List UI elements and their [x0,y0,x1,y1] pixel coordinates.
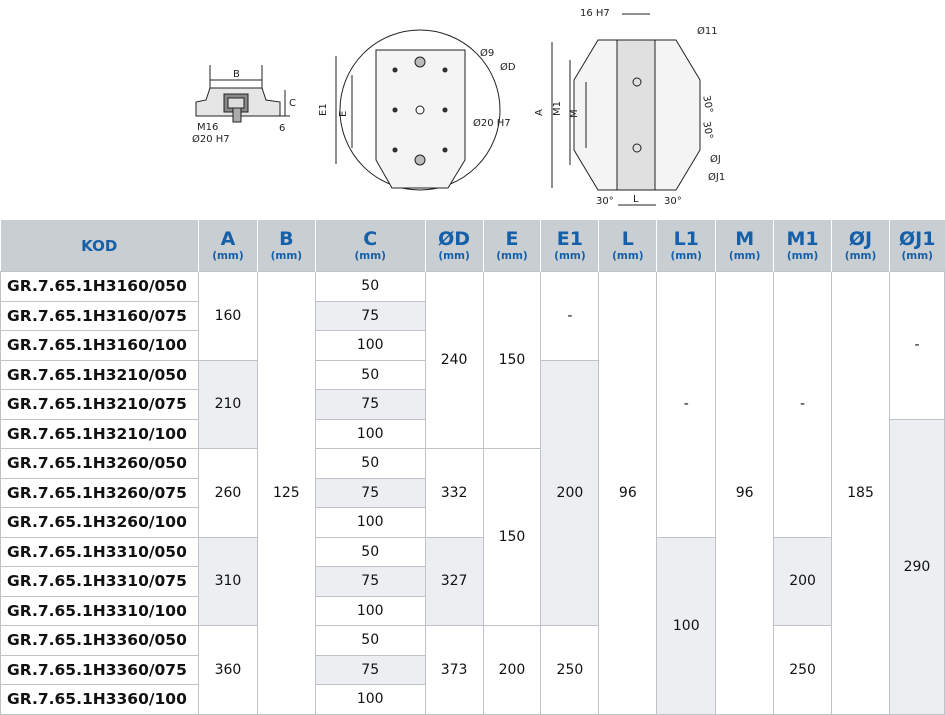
side-m16-label: M16 [197,122,219,133]
right-m1-label: M1 [552,101,563,116]
side-c-label: C [289,98,296,109]
c-cell: 75 [315,390,425,420]
a-cell: 310 [198,537,257,626]
header-m: M (mm) [716,220,774,272]
header-l: L (mm) [599,220,657,272]
header-od: ØD (mm) [425,220,483,272]
d-cell: 332 [425,449,483,538]
code-cell: GR.7.65.1H3360/100 [1,685,199,715]
e-cell: 150 [483,272,541,449]
right-h7-label: 16 H7 [580,8,610,19]
d-cell: 373 [425,626,483,715]
a-cell: 360 [198,626,257,715]
right-ang1-label: 30° [700,94,715,115]
d-cell: 327 [425,537,483,626]
header-kod: KOD [1,220,199,272]
c-cell: 50 [315,537,425,567]
code-cell: GR.7.65.1H3260/075 [1,478,199,508]
code-cell: GR.7.65.1H3310/075 [1,567,199,597]
c-cell: 75 [315,655,425,685]
c-cell: 100 [315,508,425,538]
c-cell: 50 [315,272,425,302]
right-oj-label: ØJ [710,154,721,165]
code-cell: GR.7.65.1H3260/050 [1,449,199,479]
e1-cell: 250 [541,626,599,715]
e-cell: 150 [483,449,541,626]
header-e: E (mm) [483,220,541,272]
side-6-label: 6 [279,123,286,134]
a-cell: 160 [198,272,257,361]
header-oj: ØJ (mm) [832,220,890,272]
top-e1-label: E1 [318,103,329,116]
c-cell: 100 [315,596,425,626]
code-cell: GR.7.65.1H3360/050 [1,626,199,656]
a-cell: 210 [198,360,257,449]
code-cell: GR.7.65.1H3210/050 [1,360,199,390]
l1-cell: 100 [657,537,716,714]
l-cell: 96 [599,272,657,715]
header-oj1: ØJ1 (mm) [889,220,944,272]
table-header-row [1,220,945,272]
c-cell: 75 [315,301,425,331]
c-cell: 100 [315,419,425,449]
code-cell: GR.7.65.1H3160/075 [1,301,199,331]
header-b: B (mm) [257,220,315,272]
right-oj1-label: ØJ1 [708,172,726,183]
c-cell: 50 [315,449,425,479]
top-od-label: ØD [500,62,516,73]
right-ang2-label: 30° [700,120,715,141]
code-cell: GR.7.65.1H3160/100 [1,331,199,361]
j1-cell: - [889,272,944,420]
right-ang3-label: 30° [596,196,614,207]
c-cell: 75 [315,567,425,597]
table-row [1,626,945,656]
c-cell: 50 [315,626,425,656]
j1-cell: 290 [889,419,944,714]
header-l1: L1 (mm) [657,220,716,272]
header-a: A (mm) [198,220,257,272]
table-row [1,272,945,302]
c-cell: 50 [315,360,425,390]
code-cell: GR.7.65.1H3260/100 [1,508,199,538]
side-b-label: B [233,69,240,80]
code-cell: GR.7.65.1H3210/075 [1,390,199,420]
right-ang4-label: 30° [664,196,682,207]
code-cell: GR.7.65.1H3310/050 [1,537,199,567]
e1-cell: - [541,272,599,361]
code-cell: GR.7.65.1H3210/100 [1,419,199,449]
top-bore-label: Ø20 H7 [473,118,511,129]
right-m-label: M [569,109,580,118]
top-d9-label: Ø9 [480,48,495,59]
d-cell: 240 [425,272,483,449]
code-cell: GR.7.65.1H3160/050 [1,272,199,302]
right-a-label: A [534,109,545,116]
header-e1: E1 (mm) [541,220,599,272]
c-cell: 75 [315,478,425,508]
a-cell: 260 [198,449,257,538]
top-e-label: E [338,110,349,117]
right-d11-label: Ø11 [697,26,718,37]
dimensions-table [0,220,945,715]
m-cell: 96 [716,272,774,715]
m1-cell: 200 [774,537,832,626]
header-c: C (mm) [315,220,425,272]
right-l-label: L [633,194,639,205]
e1-cell: 200 [541,360,599,626]
side-view-drawing [196,65,290,122]
technical-drawings [0,0,945,220]
table-row [1,537,945,567]
c-cell: 100 [315,331,425,361]
b-cell: 125 [257,272,315,715]
m1-cell: - [774,272,832,538]
header-m1: M1 (mm) [774,220,832,272]
j-cell: 185 [832,272,890,715]
code-cell: GR.7.65.1H3360/075 [1,655,199,685]
code-cell: GR.7.65.1H3310/100 [1,596,199,626]
side-bore-label: Ø20 H7 [192,134,230,145]
top-view-drawing [336,30,500,190]
c-cell: 100 [315,685,425,715]
l1-cell: - [657,272,716,538]
e-cell: 200 [483,626,541,715]
m1-cell: 250 [774,626,832,715]
